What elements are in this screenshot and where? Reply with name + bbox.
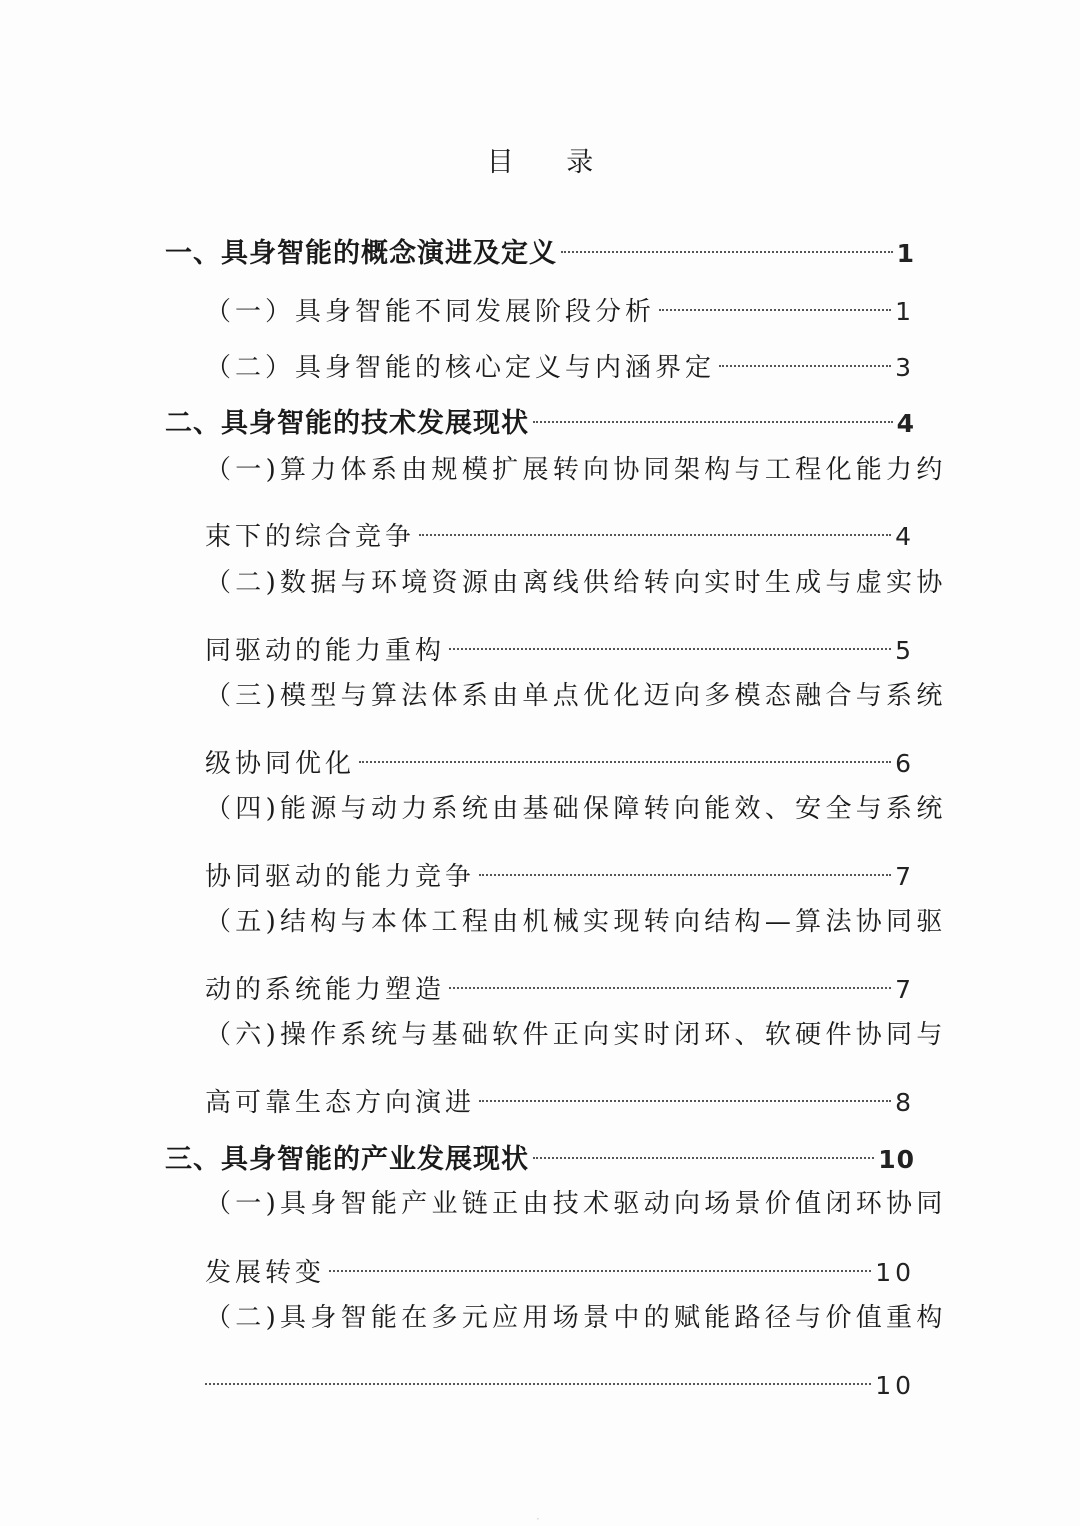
page-title: 目 录	[486, 147, 616, 178]
toc-page-number: 7	[895, 862, 915, 891]
toc-entry-2-2[interactable]	[205, 619, 915, 666]
toc-entry-1-2[interactable]	[205, 336, 915, 383]
toc-entry-2-4-line1[interactable]: （四)能源与动力系统由基础保障转向能效、安全与系统	[205, 794, 947, 824]
dot-leader	[479, 1071, 891, 1111]
dot-leader	[449, 619, 891, 659]
toc-page-number: 1	[896, 239, 915, 268]
toc-entry-2-6[interactable]	[205, 1071, 915, 1118]
toc-page-number: 4	[896, 409, 915, 438]
toc-entry-2-5-line1[interactable]: （五)结构与本体工程由机械实现转向结构—算法协同驱	[205, 907, 947, 937]
dot-leader	[533, 1128, 874, 1168]
toc-entry-2-1-line1[interactable]: （一)算力体系由规模扩展转向协同架构与工程化能力约	[205, 455, 947, 485]
toc-entry-chapter-1[interactable]	[165, 222, 915, 269]
toc-page-number: 10	[878, 1145, 915, 1174]
toc-page-number: 3	[895, 353, 915, 382]
toc-page-number: 7	[895, 975, 915, 1004]
dot-leader	[533, 392, 893, 432]
toc-entry-title: 高可靠生态方向演进	[205, 1088, 476, 1118]
dot-leader	[719, 336, 891, 376]
toc-entry-title: （二）具身智能的核心定义与内涵界定	[205, 353, 716, 383]
dot-leader	[205, 1354, 871, 1394]
toc-entry-title: 级协同优化	[205, 749, 356, 779]
toc-entry-chapter-3[interactable]	[165, 1128, 915, 1175]
toc-page-number: 1	[895, 297, 915, 326]
toc-entry-title: 三、具身智能的产业发展现状	[165, 1144, 529, 1175]
toc-page-number: 10	[875, 1371, 915, 1400]
toc-entry-2-5[interactable]	[205, 958, 915, 1005]
toc-page-number: 10	[875, 1258, 915, 1287]
dot-leader	[659, 280, 891, 320]
toc-entry-3-2[interactable]	[205, 1354, 915, 1400]
dot-leader	[419, 505, 891, 545]
toc-entry-2-4[interactable]	[205, 845, 915, 892]
toc-entry-title: 协同驱动的能力竞争	[205, 862, 476, 892]
toc-page-number: 6	[895, 749, 915, 778]
toc-page-number: 8	[895, 1088, 915, 1117]
dot-leader	[359, 732, 891, 772]
toc-entry-title: （一）具身智能不同发展阶段分析	[205, 297, 656, 327]
footer-mark: ·	[536, 1512, 540, 1526]
toc-entry-3-1[interactable]	[205, 1241, 915, 1288]
toc-entry-title: 束下的综合竞争	[205, 522, 416, 552]
toc-entry-chapter-2[interactable]	[165, 392, 915, 439]
toc-entry-3-2-line1[interactable]: （二)具身智能在多元应用场景中的赋能路径与价值重构	[205, 1303, 947, 1333]
toc-entry-title: 发展转变	[205, 1258, 326, 1288]
dot-leader	[329, 1241, 871, 1281]
toc-page-number: 4	[895, 522, 915, 551]
toc-entry-2-6-line1[interactable]: （六)操作系统与基础软件正向实时闭环、软硬件协同与	[205, 1020, 947, 1050]
toc-entry-2-1[interactable]	[205, 505, 915, 552]
toc-entry-title: 动的系统能力塑造	[205, 975, 446, 1005]
toc-entry-title: 二、具身智能的技术发展现状	[165, 408, 529, 439]
toc-entry-2-3[interactable]	[205, 732, 915, 779]
toc-entry-3-1-line1[interactable]: （一)具身智能产业链正由技术驱动向场景价值闭环协同	[205, 1189, 947, 1219]
dot-leader	[479, 845, 891, 885]
toc-entry-2-3-line1[interactable]: （三)模型与算法体系由单点优化迈向多模态融合与系统	[205, 681, 947, 711]
dot-leader	[561, 222, 893, 262]
toc-page-number: 5	[895, 636, 915, 665]
toc-entry-title: 同驱动的能力重构	[205, 636, 446, 666]
toc-entry-title: 一、具身智能的概念演进及定义	[165, 238, 557, 269]
dot-leader	[449, 958, 891, 998]
toc-entry-1-1[interactable]	[205, 280, 915, 327]
toc-entry-2-2-line1[interactable]: （二)数据与环境资源由离线供给转向实时生成与虚实协	[205, 568, 947, 598]
